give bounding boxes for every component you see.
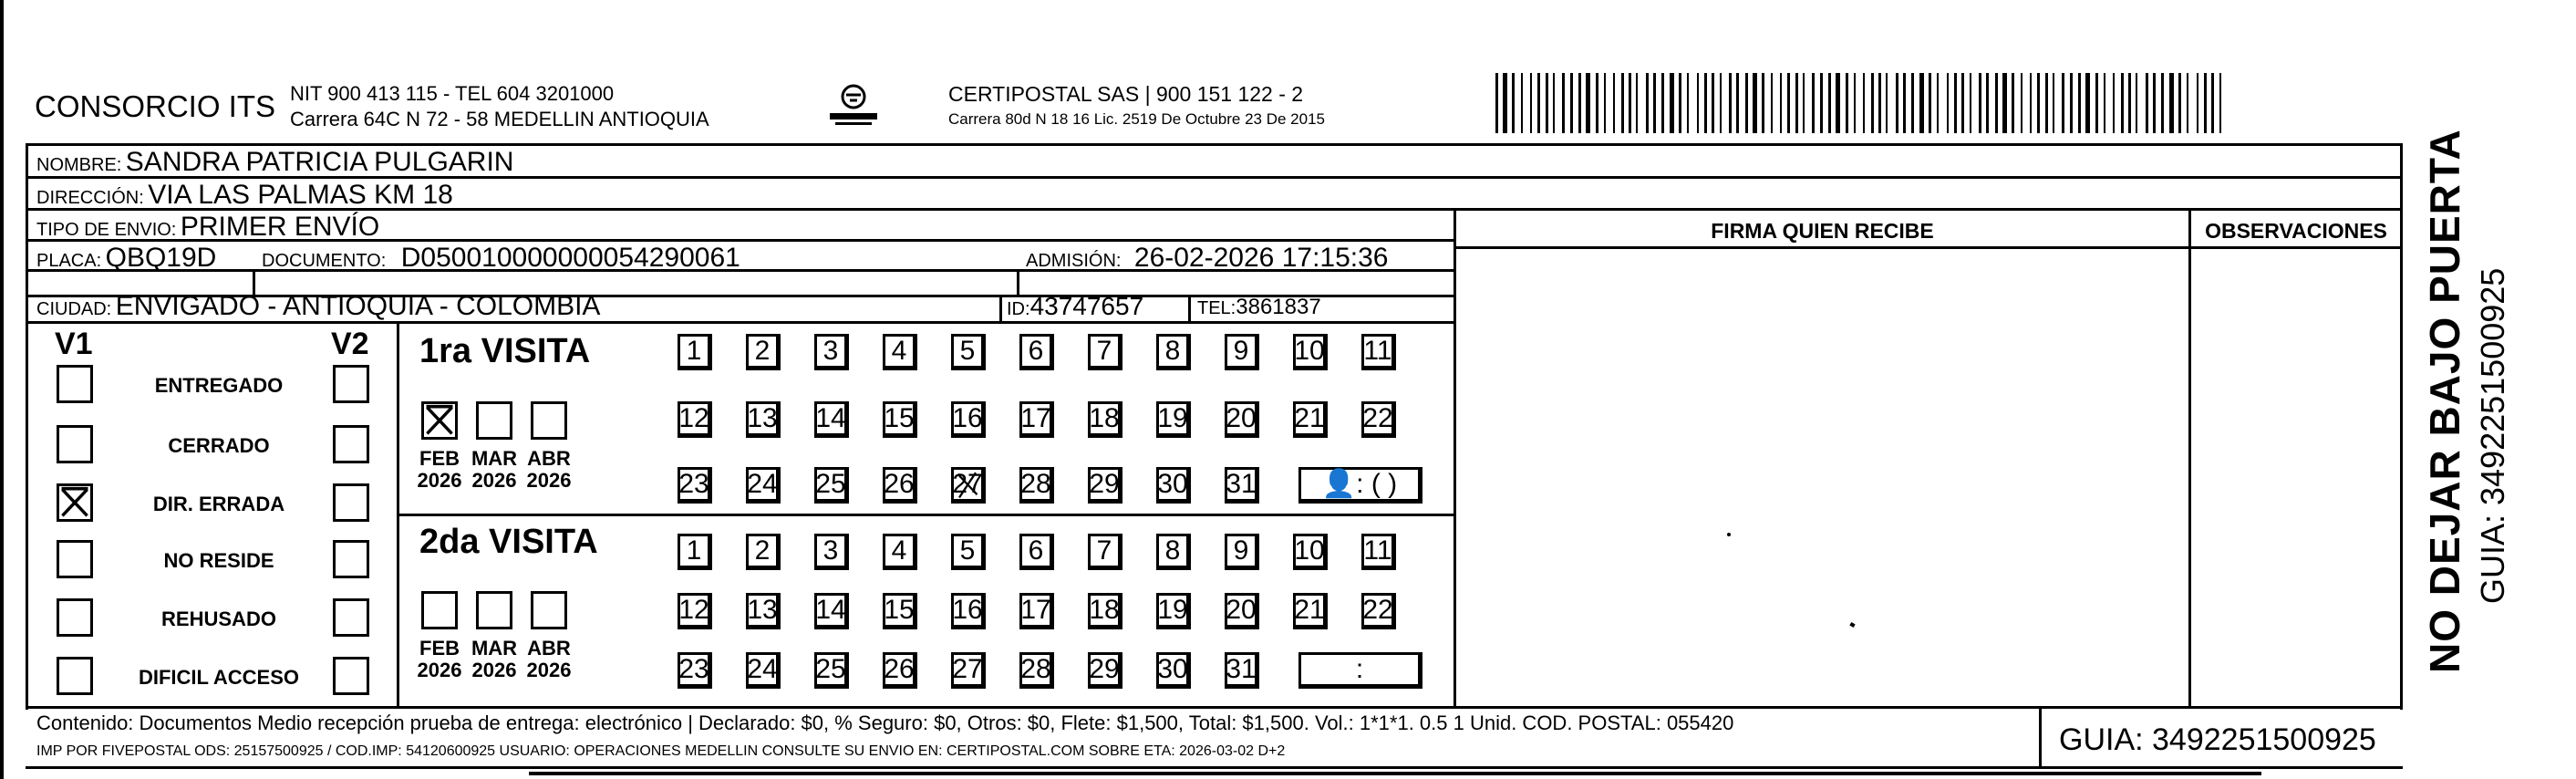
day-box[interactable] [678, 534, 712, 570]
day-number: 4 [891, 336, 907, 366]
day-number: 15 [884, 403, 915, 433]
address-line: Carrera 64C N 72 - 58 MEDELLIN ANTIOQUIA [290, 108, 709, 130]
month-name: FEB [419, 447, 460, 470]
day-box[interactable] [1293, 593, 1328, 629]
day-number: 7 [1096, 535, 1112, 566]
day-number: 25 [815, 654, 846, 684]
certipostal-address: Carrera 80d N 18 16 Lic. 2519 De Octubre 23 De 2015 [948, 110, 1325, 128]
status-label: DIR. ERRADA [152, 493, 285, 515]
day-box[interactable] [951, 334, 986, 370]
nit-line: NIT 900 413 115 - TEL 604 3201000 [290, 82, 615, 105]
day-number: 22 [1362, 595, 1393, 625]
firma-header: FIRMA QUIEN RECIBE [1711, 219, 1934, 243]
day-number: 30 [1157, 654, 1188, 684]
day-number: 13 [747, 595, 778, 625]
status-label: REHUSADO [161, 608, 276, 630]
id-label: ID: [1007, 299, 1030, 319]
day-number: 22 [1362, 403, 1393, 433]
status-label: CERRADO [168, 434, 270, 457]
day-box[interactable] [1156, 652, 1191, 689]
month-checkbox[interactable] [421, 591, 458, 629]
day-number: 21 [1294, 595, 1325, 625]
day-box[interactable] [746, 401, 781, 438]
day-number: 18 [1089, 595, 1120, 625]
day-number: 14 [815, 595, 846, 625]
time-box[interactable]: : [1298, 652, 1422, 689]
time-box[interactable]: 👤: ( ) [1298, 467, 1422, 504]
guia-box: GUIA: 3492251500925 [2059, 722, 2376, 757]
day-number: 24 [747, 654, 778, 684]
day-box[interactable] [746, 652, 781, 689]
day-box[interactable] [746, 334, 781, 370]
day-box[interactable] [678, 593, 712, 629]
day-number: 8 [1164, 535, 1181, 566]
day-box[interactable] [951, 593, 986, 629]
day-number: 13 [747, 403, 778, 433]
day-number: 1 [686, 336, 702, 366]
day-number: 28 [1020, 654, 1051, 684]
day-box[interactable] [883, 534, 917, 570]
day-box[interactable] [814, 467, 849, 504]
v2-checkbox[interactable] [333, 425, 369, 463]
direccion-row [36, 182, 453, 209]
day-number: 1 [686, 535, 702, 566]
day-box[interactable] [1088, 467, 1122, 504]
placa-value: QBQ19D [105, 243, 217, 273]
certipostal-logo [826, 84, 881, 130]
status-label: DIFICIL ACCESO [138, 666, 299, 689]
day-number: 26 [884, 654, 915, 684]
day-box[interactable] [1156, 334, 1191, 370]
id-value: 43747657 [1029, 292, 1144, 320]
observaciones-area[interactable] [2191, 249, 2400, 705]
month-checkbox[interactable] [476, 591, 512, 629]
day-number: 6 [1028, 336, 1044, 366]
day-box[interactable] [951, 534, 986, 570]
month-year: 2026 [471, 659, 517, 681]
month-year: 2026 [526, 469, 572, 492]
admision-value: 26-02-2026 17:15:36 [1133, 243, 1389, 273]
day-box[interactable] [1225, 652, 1259, 689]
ciudad-label: CIUDAD: [36, 299, 112, 319]
day-box[interactable] [1225, 593, 1259, 629]
day-box[interactable] [1225, 334, 1259, 370]
day-number: 23 [678, 469, 709, 499]
second-visit-title: 2da VISITA [419, 523, 598, 561]
status-label: NO RESIDE [163, 549, 274, 572]
day-number: 2 [754, 535, 771, 566]
month-checkbox[interactable] [531, 401, 567, 440]
day-box[interactable] [1088, 593, 1122, 629]
day-number: 10 [1294, 336, 1325, 366]
month-year: 2026 [471, 469, 517, 492]
day-box[interactable] [678, 401, 712, 438]
left-edge [0, 0, 4, 779]
tipo-label: TIPO DE ENVIO: [36, 220, 177, 240]
day-box[interactable] [1156, 401, 1191, 438]
nombre-row [36, 149, 513, 176]
day-box[interactable] [814, 534, 849, 570]
day-box[interactable] [814, 593, 849, 629]
nombre-label: NOMBRE: [36, 155, 122, 175]
day-box[interactable] [746, 467, 781, 504]
month-year: 2026 [526, 659, 572, 681]
certipostal-line: CERTIPOSTAL SAS | 900 151 122 - 2 [948, 82, 1304, 106]
admision-label: ADMISIÓN: [1026, 251, 1122, 271]
v1-checkbox[interactable] [57, 657, 93, 695]
admision-cell [1026, 244, 1388, 272]
day-number: 12 [678, 595, 709, 625]
direccion-label: DIRECCIÓN: [36, 188, 144, 208]
day-number: 11 [1363, 535, 1392, 566]
day-number: 19 [1157, 595, 1188, 625]
barcode [1495, 73, 2225, 133]
tipo-row [36, 213, 379, 241]
day-number: 17 [1020, 403, 1051, 433]
day-number: 27 [952, 469, 983, 499]
v1-checkbox[interactable] [57, 425, 93, 463]
v1-checkbox[interactable] [57, 483, 93, 522]
day-number: 6 [1028, 535, 1044, 566]
day-number: 27 [952, 654, 983, 684]
day-box[interactable] [1156, 467, 1191, 504]
documento-label: DOCUMENTO: [262, 251, 387, 271]
day-box[interactable] [883, 593, 917, 629]
day-box[interactable] [814, 334, 849, 370]
day-number: 8 [1164, 336, 1181, 366]
v2-checkbox[interactable] [333, 598, 369, 637]
day-box[interactable] [1019, 467, 1054, 504]
bottom-edge [0, 772, 2576, 779]
day-number: 10 [1294, 535, 1325, 566]
placa-label: PLACA: [36, 251, 102, 271]
day-number: 29 [1089, 469, 1120, 499]
day-number: 12 [678, 403, 709, 433]
day-box[interactable] [746, 534, 781, 570]
documento-cell [262, 244, 740, 272]
v2-checkbox[interactable] [333, 540, 369, 578]
day-number: 31 [1226, 654, 1257, 684]
side-panel [2404, 129, 2511, 693]
month-name: ABR [527, 637, 571, 660]
day-box[interactable] [1361, 334, 1396, 370]
day-box[interactable] [951, 467, 986, 504]
day-number: 26 [884, 469, 915, 499]
day-number: 5 [959, 336, 976, 366]
day-number: 20 [1226, 403, 1257, 433]
day-box[interactable] [1361, 593, 1396, 629]
day-number: 17 [1020, 595, 1051, 625]
v1-checkbox[interactable] [57, 540, 93, 578]
day-number: 3 [822, 336, 839, 366]
v2-checkbox[interactable] [333, 657, 369, 695]
month-name: ABR [527, 447, 571, 470]
day-box[interactable] [883, 652, 917, 689]
v2-checkbox[interactable] [333, 365, 369, 403]
day-box[interactable] [1019, 401, 1054, 438]
v1-header: V1 [55, 327, 93, 361]
tel-cell [1197, 296, 1321, 318]
first-visit-title: 1ra VISITA [419, 332, 591, 370]
day-number: 25 [815, 469, 846, 499]
day-number: 5 [959, 535, 976, 566]
side-guia-text: GUIA: 3492251500925 [2474, 267, 2511, 604]
imp-line: IMP POR FIVEPOSTAL ODS: 25157500925 / COD.IMP: 54120600925 USUARIO: OPERACIONES MEDELLIN CONSULTE SU ENVIO EN: CERTIPOSTAL.COM SOBRE ETA: 2026-03-02 D+2 [36, 743, 1286, 759]
ciudad-cell [36, 293, 600, 320]
day-box[interactable] [1225, 401, 1259, 438]
v2-checkbox[interactable] [333, 483, 369, 522]
day-box[interactable] [678, 467, 712, 504]
day-box[interactable] [951, 401, 986, 438]
day-number: 11 [1363, 336, 1392, 366]
day-number: 23 [678, 654, 709, 684]
month-year: 2026 [417, 469, 462, 492]
month-checkbox[interactable] [476, 401, 512, 440]
day-box[interactable] [678, 334, 712, 370]
day-number: 3 [822, 535, 839, 566]
day-box[interactable] [1019, 652, 1054, 689]
month-name: MAR [471, 637, 518, 660]
signature-area[interactable] [1456, 249, 2188, 705]
observaciones-header: OBSERVACIONES [2205, 219, 2387, 243]
ciudad-value: ENVIGADO - ANTIOQUIA - COLOMBIA [115, 291, 601, 321]
day-number: 30 [1157, 469, 1188, 499]
day-number: 7 [1096, 336, 1112, 366]
v2-header: V2 [331, 327, 369, 361]
day-box[interactable] [1019, 534, 1054, 570]
company-name: CONSORCIO ITS [35, 89, 276, 123]
day-box[interactable] [814, 401, 849, 438]
day-box[interactable] [883, 467, 917, 504]
v1-checkbox[interactable] [57, 598, 93, 637]
day-box[interactable] [1293, 534, 1328, 570]
documento-value: D050010000000054290061 [400, 243, 740, 273]
day-box[interactable] [1156, 534, 1191, 570]
tel-label: TEL: [1197, 298, 1236, 318]
day-box[interactable] [1293, 334, 1328, 370]
day-box[interactable] [883, 334, 917, 370]
day-number: 31 [1226, 469, 1257, 499]
month-checkbox[interactable] [421, 401, 458, 440]
day-number: 20 [1226, 595, 1257, 625]
day-box[interactable] [1088, 652, 1122, 689]
day-box[interactable] [883, 401, 917, 438]
day-box[interactable] [1156, 593, 1191, 629]
day-number: 16 [952, 403, 983, 433]
direccion-value: VIA LAS PALMAS KM 18 [148, 180, 453, 210]
placa-cell [36, 244, 216, 272]
day-box[interactable] [814, 652, 849, 689]
tel-value: 3861837 [1236, 295, 1321, 319]
day-box[interactable] [746, 593, 781, 629]
day-number: 18 [1089, 403, 1120, 433]
month-year: 2026 [417, 659, 462, 681]
contenido-line: Contenido: Documentos Medio recepción prueba de entrega: electrónico | Declarado: $0, % Seguro: $0, Otros: $0, Flete: $1,500, Total: $1,500. Vol.: 1*1*1. 0.5 1 Unid. COD. POSTAL: 055420 [36, 711, 1734, 734]
day-number: 21 [1294, 403, 1325, 433]
day-box[interactable] [1361, 401, 1396, 438]
day-box[interactable] [1088, 401, 1122, 438]
day-number: 4 [891, 535, 907, 566]
day-number: 29 [1089, 654, 1120, 684]
day-number: 19 [1157, 403, 1188, 433]
month-name: MAR [471, 447, 518, 470]
day-number: 24 [747, 469, 778, 499]
day-box[interactable] [1088, 334, 1122, 370]
day-number: 14 [815, 403, 846, 433]
day-number: 2 [754, 336, 771, 366]
no-dejar-text: NO DEJAR BAJO PUERTA [2421, 129, 2468, 673]
day-box[interactable] [1225, 534, 1259, 570]
day-number: 28 [1020, 469, 1051, 499]
day-box[interactable] [1088, 534, 1122, 570]
day-number: 16 [952, 595, 983, 625]
day-box[interactable] [1019, 334, 1054, 370]
month-checkbox[interactable] [531, 591, 567, 629]
id-cell [1007, 294, 1143, 319]
nombre-value: SANDRA PATRICIA PULGARIN [125, 147, 514, 177]
day-box[interactable] [1293, 401, 1328, 438]
day-number: 9 [1233, 336, 1249, 366]
day-box[interactable] [678, 652, 712, 689]
day-box[interactable] [951, 652, 986, 689]
day-number: 9 [1233, 535, 1249, 566]
v1-checkbox[interactable] [57, 365, 93, 403]
day-box[interactable] [1019, 593, 1054, 629]
day-number: 15 [884, 595, 915, 625]
month-name: FEB [419, 637, 460, 660]
day-box[interactable] [1225, 467, 1259, 504]
day-box[interactable] [1361, 534, 1396, 570]
status-label: ENTREGADO [154, 374, 284, 397]
tipo-value: PRIMER ENVÍO [180, 212, 380, 242]
